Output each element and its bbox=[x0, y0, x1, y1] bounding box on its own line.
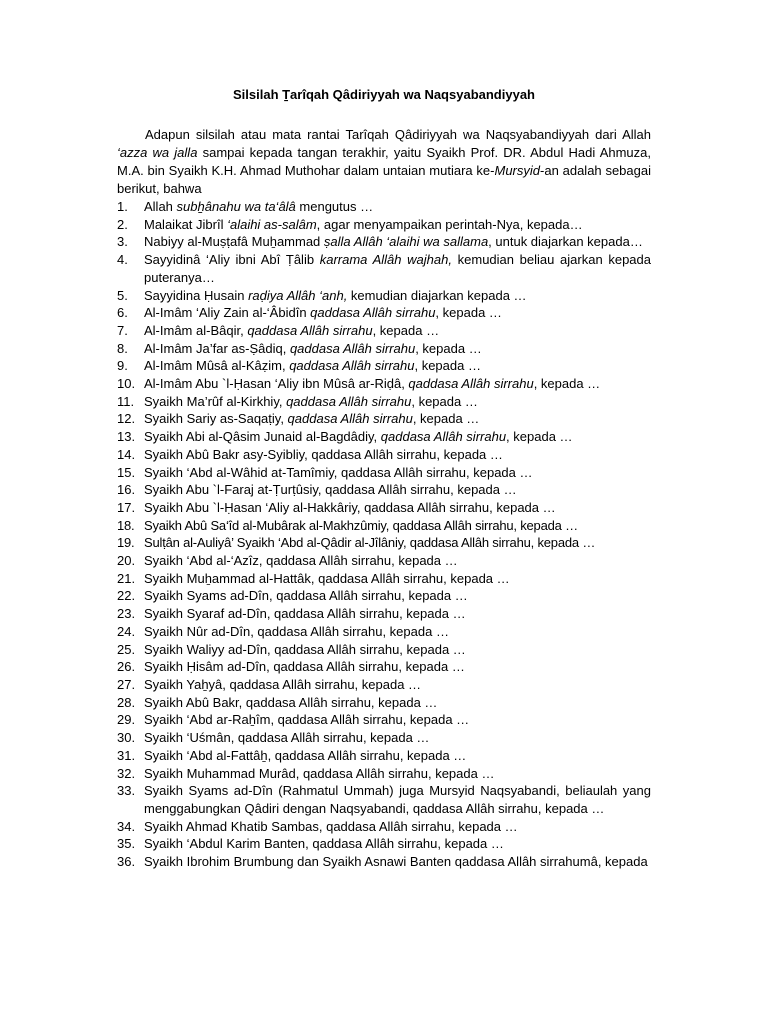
list-item-text: Al-Imâm al-Bâqir, bbox=[144, 322, 248, 338]
list-item-number: 19. bbox=[117, 535, 135, 551]
document-title: Silsilah Ṯarîqah Qâdiriyyah wa Naqsyabandiyyah bbox=[232, 87, 535, 102]
intro-text-segment: Mursyid bbox=[494, 163, 541, 178]
list-item-text: qaddasa Allâh sirrahu bbox=[408, 376, 534, 392]
list-item-text: Syaikh ‘Abd al-‘Azîz, qaddasa Allâh sirrahu, kepada … bbox=[144, 553, 458, 569]
list-item-number: 15. bbox=[117, 464, 136, 480]
intro-text-segment: ‘azza wa jalla bbox=[117, 145, 198, 160]
list-item bbox=[117, 747, 651, 765]
list-item-number: 7. bbox=[117, 322, 128, 338]
list-item bbox=[117, 605, 651, 623]
intro-text-segment: -an adalah sebagai berikut, bahwa bbox=[117, 163, 651, 196]
list-item bbox=[117, 641, 651, 659]
list-item-text: Al-Imâm Abu `l-Ḥasan ‘Aliy ibn Mûsâ ar-Riḍâ, bbox=[144, 376, 409, 392]
list-item bbox=[117, 499, 651, 517]
list-item-number: 14. bbox=[117, 446, 136, 462]
intro-paragraph bbox=[117, 126, 651, 198]
list-item bbox=[117, 322, 651, 340]
list-item-number: 2. bbox=[117, 216, 128, 232]
list-item-text: Syaikh Syaraf ad-Dîn, qaddasa Allâh sirrahu, kepada … bbox=[144, 606, 466, 622]
list-item-number: 25. bbox=[117, 641, 136, 657]
list-item bbox=[117, 446, 651, 464]
intro-text-segment: sampai kepada tangan terakhir, yaitu Syaikh Prof. DR. Abdul Hadi Ahmuza, M.A. bin Syaikh K.H. Ahmad Muthohar dalam untaian mutiara ke- bbox=[117, 145, 651, 178]
list-item-number: 30. bbox=[117, 730, 136, 746]
list-item-number: 17. bbox=[117, 499, 136, 515]
list-item bbox=[117, 623, 651, 641]
list-item bbox=[117, 587, 651, 605]
list-item-text: Nabiyy al-Muṣṭafâ Muẖammad bbox=[144, 234, 324, 250]
list-item bbox=[117, 357, 651, 375]
list-item-text: karrama Allâh wajhah, bbox=[319, 252, 452, 268]
list-item bbox=[117, 481, 651, 499]
list-item bbox=[117, 287, 651, 305]
list-item-text: Syaikh Waliyy ad-Dîn, qaddasa Allâh sirrahu, kepada … bbox=[144, 641, 466, 657]
list-item-number: 12. bbox=[117, 411, 136, 427]
list-item-text: , kepada … bbox=[414, 358, 481, 374]
list-item bbox=[117, 765, 651, 783]
list-item-text: qaddasa Allâh sirrahu bbox=[310, 305, 436, 321]
intro-text-segment: Adapun silsilah atau mata rantai Tarîqah Qâdiriyyah wa Naqsyabandiyyah dari Allah bbox=[145, 127, 651, 142]
list-item-text: kemudian diajarkan kepada … bbox=[347, 287, 527, 303]
list-item-text: Sayyidina Ḥusain bbox=[144, 287, 249, 303]
list-item-text: Syaikh Abû Bakr asy-Syibliy, qaddasa Allâh sirrahu, kepada … bbox=[144, 446, 503, 462]
list-item-number: 21. bbox=[117, 570, 136, 586]
list-item bbox=[117, 853, 651, 871]
list-item-number: 27. bbox=[117, 676, 136, 692]
list-item-number: 4. bbox=[117, 252, 128, 268]
list-item bbox=[117, 375, 651, 393]
list-item-text: Syaikh Ibrohim Brumbung dan Syaikh Asnawi Banten qaddasa Allâh sirrahumâ, kepada bbox=[144, 854, 648, 870]
list-item-text: Syaikh Muhammad Murâd, qaddasa Allâh sirrahu, kepada … bbox=[144, 765, 495, 781]
list-item bbox=[117, 340, 651, 358]
list-item-number: 6. bbox=[117, 305, 128, 321]
list-item-text: , kepada … bbox=[533, 376, 601, 392]
list-item-text: Syaikh ‘Abdul Karim Banten, qaddasa Allâh sirrahu, kepada … bbox=[144, 836, 504, 852]
list-item-text: mengutus … bbox=[295, 199, 374, 214]
list-item-text: qaddasa Allâh sirrahu bbox=[286, 393, 412, 409]
list-item-number: 1. bbox=[117, 199, 128, 214]
list-item-text: Syaikh Yaẖyâ, qaddasa Allâh sirrahu, kepada … bbox=[144, 676, 422, 692]
list-item-text: Al-Imâm ‘Aliy Zain al-‘Âbidîn bbox=[144, 305, 311, 321]
list-item bbox=[117, 534, 651, 552]
list-item-text: Syaikh Nûr ad-Dîn, qaddasa Allâh sirrahu, kepada … bbox=[144, 623, 449, 639]
list-item-text: qaddasa Allâh sirrahu bbox=[247, 322, 373, 338]
list-item-text: Syaikh Abû Sa‘îd al-Mubârak al-Makhzûmiy, qaddasa Allâh sirrahu, kepada … bbox=[144, 517, 578, 533]
list-item-number: 31. bbox=[117, 747, 136, 763]
list-item-text: qaddasa Allâh sirrahu bbox=[289, 340, 416, 356]
list-item bbox=[117, 251, 651, 286]
list-item bbox=[117, 570, 651, 588]
list-item-text: Syaikh ‘Abd al-Fattâẖ, qaddasa Allâh sirrahu, kepada … bbox=[144, 747, 467, 763]
list-item bbox=[117, 393, 651, 411]
list-item-text: , untuk diajarkan kepada… bbox=[488, 234, 643, 250]
list-item bbox=[117, 658, 651, 676]
list-item-text: , kepada … bbox=[372, 322, 440, 338]
list-item-number: 13. bbox=[117, 429, 136, 445]
list-item-number: 34. bbox=[117, 818, 136, 834]
list-item-text: Syaikh Ahmad Khatib Sambas, qaddasa Allâh sirrahu, kepada … bbox=[144, 818, 518, 834]
list-item-text: Sulṭân al-Auliyâ’ Syaikh ‘Abd al-Qâdir al-Jîlâniy, qaddasa Allâh sirrahu, kepada … bbox=[144, 535, 596, 551]
list-item-number: 22. bbox=[117, 588, 136, 604]
list-item bbox=[117, 517, 651, 535]
list-item bbox=[117, 782, 651, 817]
list-item-text: , kepada … bbox=[411, 393, 478, 409]
list-item-text: Syaikh Abû Bakr, qaddasa Allâh sirrahu, kepada … bbox=[144, 694, 438, 710]
list-item-number: 32. bbox=[117, 765, 136, 781]
list-item-text: , kepada … bbox=[506, 429, 573, 445]
list-item bbox=[117, 694, 651, 712]
list-item-text: qaddasa Allâh sirrahu bbox=[287, 411, 413, 427]
list-item-number: 10. bbox=[117, 376, 136, 392]
list-item-text: Syaikh Sariy as-Saqaṭiy, bbox=[144, 411, 288, 427]
list-item-number: 8. bbox=[117, 340, 128, 356]
list-item-text: Al-Imâm Mûsâ al-Kâẓim, bbox=[144, 358, 290, 374]
list-item-number: 18. bbox=[117, 517, 135, 533]
list-item-number: 16. bbox=[117, 482, 136, 498]
list-item-text: raḍiya Allâh ‘anh, bbox=[248, 287, 348, 303]
list-item-number: 35. bbox=[117, 836, 136, 852]
list-item bbox=[117, 552, 651, 570]
list-item bbox=[117, 216, 651, 234]
list-item-number: 36. bbox=[117, 854, 136, 870]
list-item bbox=[117, 464, 651, 482]
list-item bbox=[117, 428, 651, 446]
list-item-text: Allah bbox=[144, 199, 177, 214]
list-item-number: 29. bbox=[117, 712, 136, 728]
list-item bbox=[117, 711, 651, 729]
list-item-text: , agar menyampaikan perintah-Nya, kepada… bbox=[316, 216, 583, 232]
list-item-text: Syaikh Muẖammad al-Hattâk, qaddasa Allâh sirrahu, kepada … bbox=[144, 570, 510, 586]
list-item-number: 5. bbox=[117, 287, 128, 303]
list-item-number: 20. bbox=[117, 553, 136, 569]
list-item-number: 9. bbox=[117, 358, 128, 374]
list-item bbox=[117, 729, 651, 747]
list-item-text: Malaikat Jibrîl bbox=[144, 216, 228, 232]
list-item-text: Syaikh ‘Abd al-Wâhid at-Tamîmiy, qaddasa Allâh sirrahu, kepada … bbox=[144, 464, 533, 480]
list-item bbox=[117, 835, 651, 853]
list-item-text: Syaikh Ma’rûf al-Kirkhiy, bbox=[144, 393, 287, 409]
list-item-text: Syaikh ‘Abd ar-Raẖîm, qaddasa Allâh sirrahu, kepada … bbox=[144, 712, 470, 728]
list-item-number: 23. bbox=[117, 606, 136, 622]
list-item bbox=[117, 676, 651, 694]
list-item bbox=[117, 198, 651, 216]
list-item-text: , kepada … bbox=[435, 305, 502, 321]
list-item-text: kemudian beliau ajarkan kepada puteranya… bbox=[144, 252, 651, 285]
list-item-text: Syaikh Abu `l-Faraj at-Ṭurṭûsiy, qaddasa Allâh sirrahu, kepada … bbox=[144, 482, 517, 498]
list-item-text: Syaikh Abi al-Qâsim Junaid al-Bagdâdiy, bbox=[144, 429, 381, 445]
list-item-text: Al-Imâm Ja’far as-Ṣâdiq, bbox=[144, 340, 290, 356]
silsilah-list bbox=[117, 198, 651, 871]
list-item-number: 26. bbox=[117, 659, 136, 675]
list-item-text: Syaikh Ḥisâm ad-Dîn, qaddasa Allâh sirrahu, kepada … bbox=[144, 659, 465, 675]
list-item-text: qaddasa Allâh sirrahu bbox=[289, 358, 415, 374]
list-item bbox=[117, 304, 651, 322]
list-item-text: Sayyidinâ ‘Aliy ibni Abî Ṭâlib bbox=[144, 252, 320, 268]
list-item-text: Syaikh Syams ad-Dîn, qaddasa Allâh sirrahu, kepada … bbox=[144, 588, 468, 604]
list-item-number: 28. bbox=[117, 694, 136, 710]
list-item bbox=[117, 410, 651, 428]
list-item-text: ‘alaihi as-salâm bbox=[227, 216, 317, 232]
list-item-text: subẖânahu wa ta‘âlâ bbox=[176, 199, 296, 214]
list-item bbox=[117, 233, 651, 251]
list-item-number: 24. bbox=[117, 623, 136, 639]
list-item-text: Syaikh ‘Uśmân, qaddasa Allâh sirrahu, kepada … bbox=[144, 730, 430, 746]
list-item-text: Syaikh Abu `l-Ḥasan ‘Aliy al-Hakkâriy, qaddasa Allâh sirrahu, kepada … bbox=[144, 499, 556, 515]
list-item bbox=[117, 818, 651, 836]
list-item-text: Syaikh Syams ad-Dîn (Rahmatul Ummah) juga Mursyid Naqsyabandi, beliaulah yang menggabungkan Qâdiri dengan Naqsyabandi, qaddasa Allâh sirrahu, kepada … bbox=[144, 783, 651, 816]
list-item-text: , kepada … bbox=[412, 411, 480, 427]
list-item-text: qaddasa Allâh sirrahu bbox=[380, 429, 507, 445]
list-item-text: , kepada … bbox=[415, 340, 482, 356]
list-item-number: 33. bbox=[117, 783, 136, 799]
list-item-number: 3. bbox=[117, 234, 128, 250]
list-item-text: ṣalla Allâh ‘alaihi wa sallama bbox=[323, 234, 489, 250]
list-item-number: 11. bbox=[117, 393, 135, 409]
